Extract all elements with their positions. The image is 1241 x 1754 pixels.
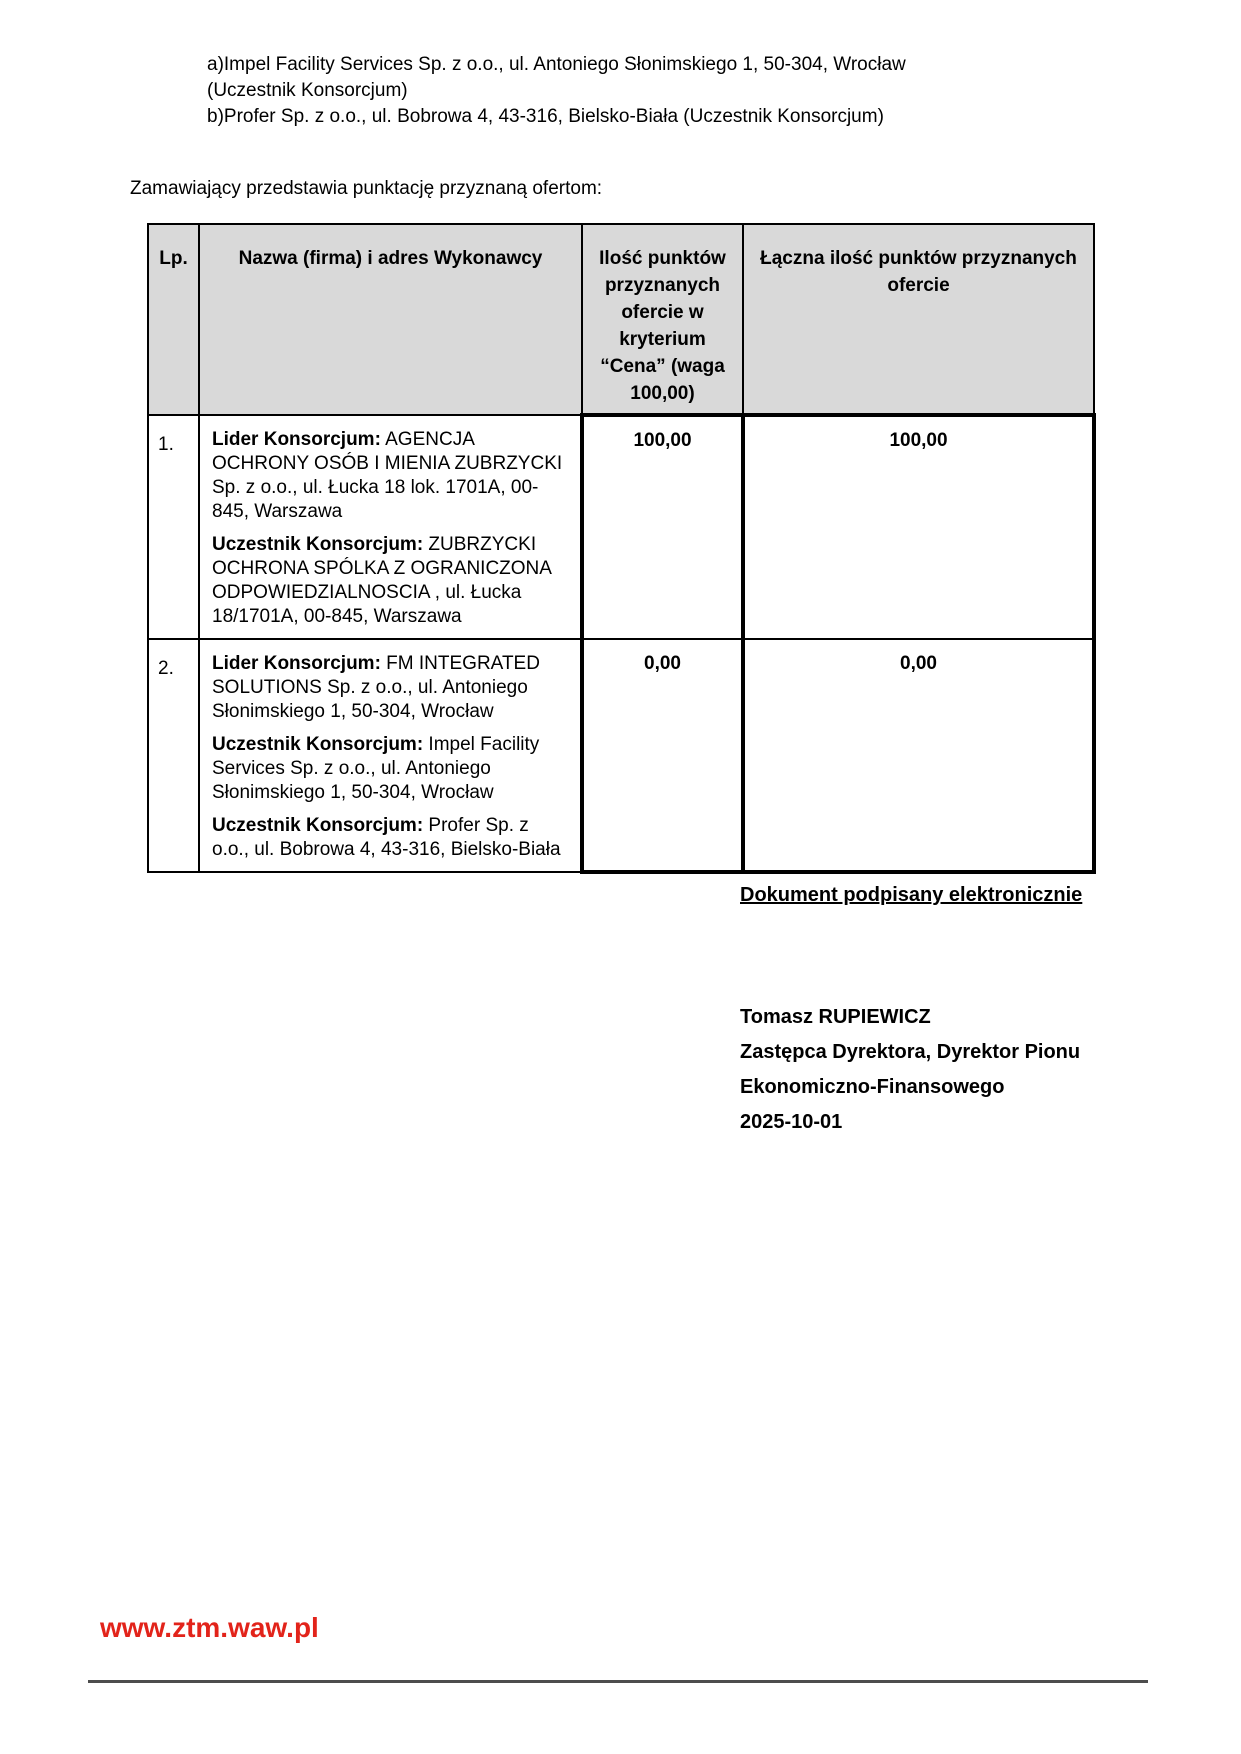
- footer-rule: [88, 1680, 1148, 1683]
- consortium-paragraph: Uczestnik Konsorcjum: Profer Sp. z o.o., ul. Bobrowa 4, 43-316, Bielsko-Biała: [212, 815, 561, 860]
- total-points-value: 0,00: [743, 639, 1094, 872]
- table-header: [148, 224, 1094, 415]
- header-total-points: Łączna ilość punktów przyznanych ofercie: [743, 224, 1094, 415]
- text-line: 2025-10-01: [740, 1111, 843, 1133]
- contractor-name-cell: [199, 639, 582, 872]
- lead-sentence: Zamawiający przedstawia punktację przyznaną ofertom:: [130, 178, 603, 199]
- criterion-points-value: 0,00: [582, 639, 743, 872]
- table-row: [148, 415, 1094, 639]
- contractor-name-cell: [199, 415, 582, 639]
- consortium-paragraph: Uczestnik Konsorcjum: Impel Facility Services Sp. z o.o., ul. Antoniego Słonimskiego 1, 50-304, Wrocław: [212, 734, 540, 803]
- row-number: 1.: [148, 415, 199, 639]
- header-lp: Lp.: [148, 224, 199, 415]
- consortium-paragraph: Lider Konsorcjum: AGENCJA OCHRONY OSÓB I MIENIA ZUBRZYCKI Sp. z o.o., ul. Łucka 18 lok. 1701A, 00-845, Warszawa: [212, 429, 563, 522]
- table-header-row: [148, 224, 1094, 415]
- text-line: (Uczestnik Konsorcjum): [207, 80, 408, 101]
- text-line: Ekonomiczno-Finansowego: [740, 1076, 1005, 1098]
- text-line: a)Impel Facility Services Sp. z o.o., ul. Antoniego Słonimskiego 1, 50-304, Wrocław: [207, 54, 906, 75]
- consortium-paragraph: Uczestnik Konsorcjum: ZUBRZYCKI OCHRONA SPÓLKA Z OGRANICZONA ODPOWIEDZIALNOSCIA , ul. Łucka 18/1701A, 00-845, Warszawa: [212, 534, 551, 627]
- criterion-points-value: 100,00: [582, 415, 743, 639]
- consortium-members-text: [207, 52, 906, 130]
- electronic-signature-heading: Dokument podpisany elektronicznie: [740, 884, 1083, 906]
- text-line: b)Profer Sp. z o.o., ul. Bobrowa 4, 43-316, Bielsko-Biała (Uczestnik Konsorcjum): [207, 106, 884, 127]
- offers-scoring-table: [147, 223, 1096, 874]
- consortium-paragraph: Lider Konsorcjum: FM INTEGRATED SOLUTIONS Sp. z o.o., ul. Antoniego Słonimskiego 1, 50-304, Wrocław: [212, 653, 540, 722]
- table-body: [148, 415, 1094, 872]
- table-row: [148, 639, 1094, 872]
- signatory-block: [740, 1000, 1080, 1140]
- total-points-value: 100,00: [743, 415, 1094, 639]
- header-name: Nazwa (firma) i adres Wykonawcy: [199, 224, 582, 415]
- text-line: Tomasz RUPIEWICZ: [740, 1006, 931, 1028]
- header-criterion-points: Ilość punktów przyznanych ofercie w kryterium “Cena” (waga 100,00): [582, 224, 743, 415]
- text-line: Zastępca Dyrektora, Dyrektor Pionu: [740, 1041, 1081, 1063]
- row-number: 2.: [148, 639, 199, 872]
- website-link[interactable]: www.ztm.waw.pl: [100, 1612, 319, 1643]
